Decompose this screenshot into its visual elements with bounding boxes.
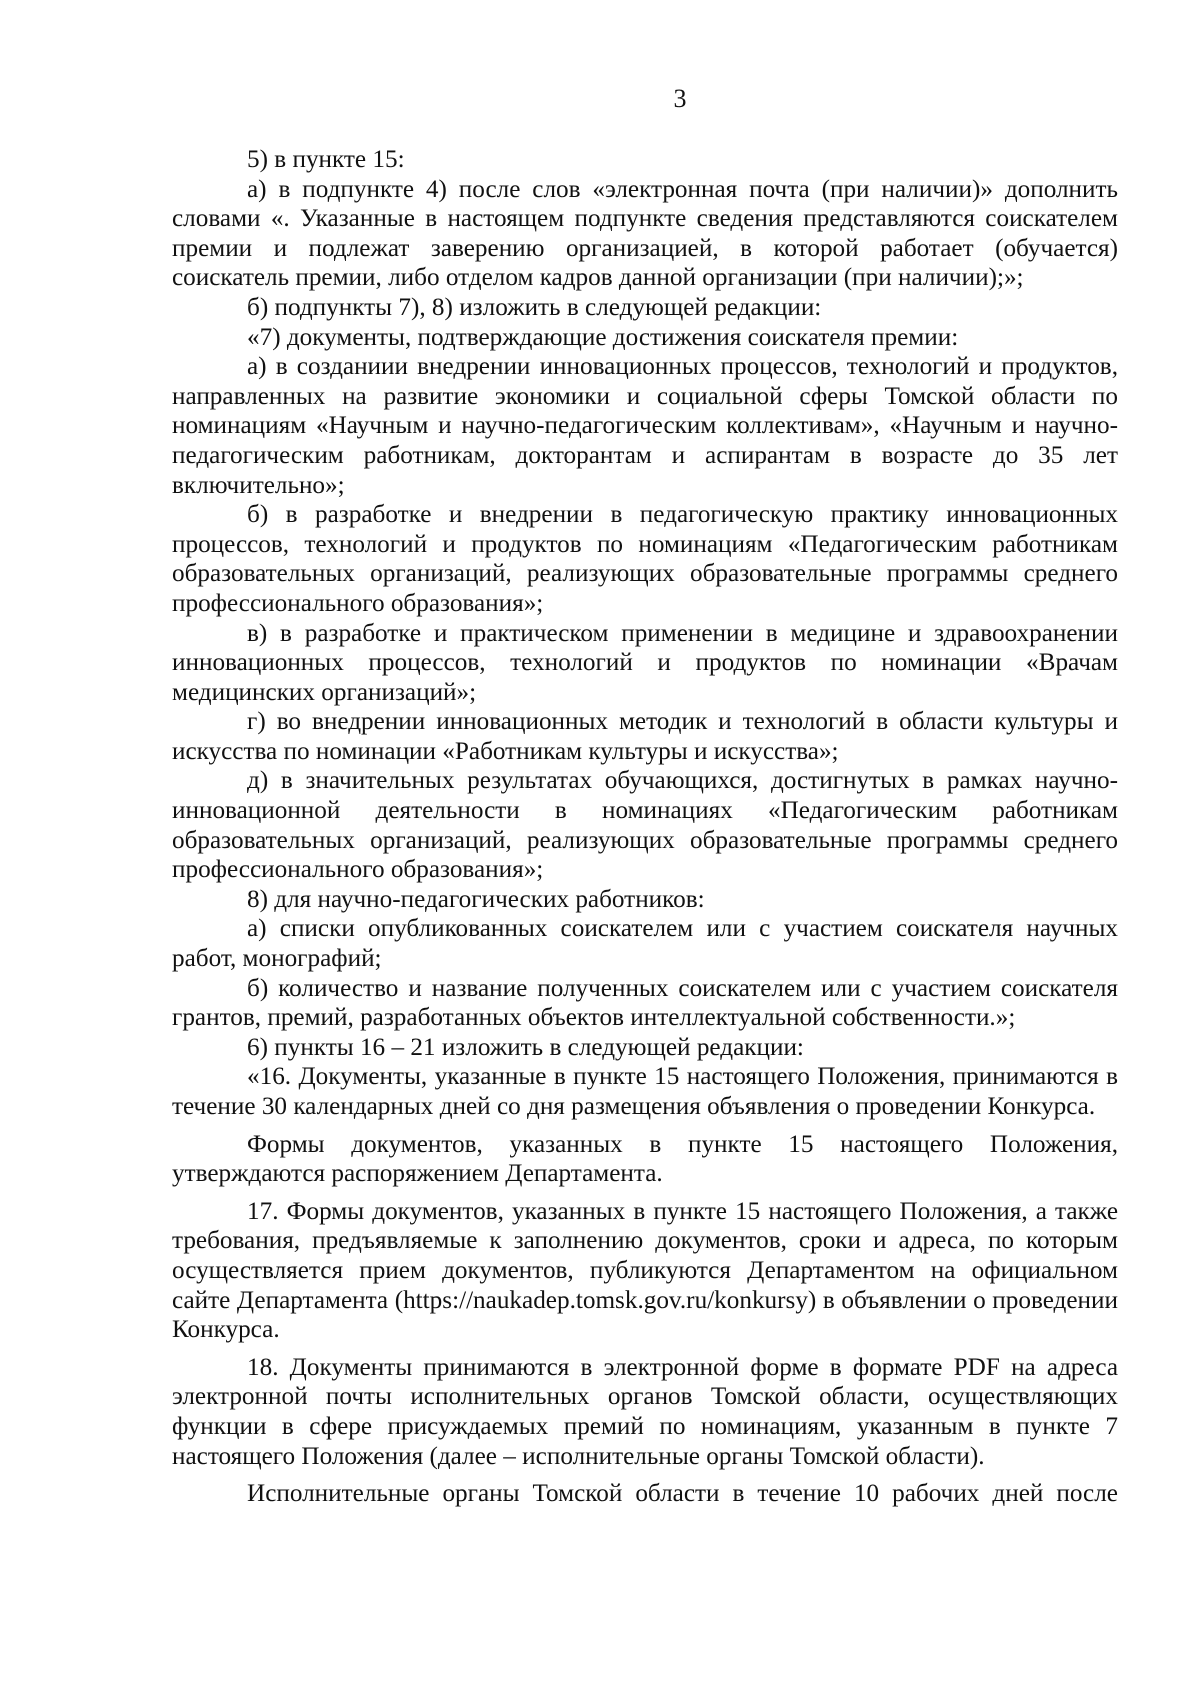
paragraph-subitem-b-edit: б) подпункты 7), 8) изложить в следующей редакции: — [247, 293, 822, 321]
paragraph-item-5: 5) в пункте 15: — [247, 146, 405, 173]
paragraph-achievement-a: а) в созданиии внедрении инновационных процессов, технологий и продуктов, направленных на развитие экономики и социальной сферы Томской области по номинациям «Научным и научно-педагогическим коллективам», «Научным и научно-педагогическим работникам, докторантам и аспирантам в возрасте до 35 лет включительно»; — [172, 353, 1118, 499]
paragraph-achievement-v: в) в разработке и практическом применении в медицине и здравоохранении инновационных процессов, технологий и продуктов по номинации «Врачам медицинских организаций»; — [172, 619, 1118, 706]
paragraph-item-6-points: 6) пункты 16 – 21 изложить в следующей редакции: — [247, 1033, 804, 1061]
paragraph-executive-bodies: Исполнительные органы Томской области в течение 10 рабочих дней после — [247, 1480, 1118, 1508]
paragraph-staff-a: а) списки опубликованных соискателем или с участием соискателя научных работ, монографий; — [172, 915, 1118, 973]
paragraph-point-17: 17. Формы документов, указанных в пункте 15 настоящего Положения, а также требования, предъявляемые к заполнению документов, сроки и адреса, по которым осуществляется прием документов, публикуются Департаментом на официальном сайте Департамента (https://naukadep.tomsk.gov.ru/konkursy) в объявлении о проведении Конкурса. — [172, 1197, 1118, 1344]
paragraph-point-18: 18. Документы принимаются в электронной форме в формате PDF на адреса электронной почты исполнительных органов Томской области, осуществляющих функции в сфере присуждаемых премий по номинациям, указанным в пункте 7 настоящего Положения (далее – исполнительные органы Томской области). — [172, 1353, 1118, 1470]
paragraph-subitem-a-email: а) в подпункте 4) после слов «электронная почта (при наличии)» дополнить словами «. Указанные в настоящем подпункте сведения представляются соискателем премии и подлежат заверению организацией, в которой работает (обучается) соискатель премии, либо отделом кадров данной организации (при наличии);»; — [172, 175, 1118, 292]
paragraph-point-16-forms: Формы документов, указанных в пункте 15 настоящего Положения, утверждаются распоряжением Департамента. — [172, 1130, 1118, 1188]
paragraph-achievement-b: б) в разработке и внедрении в педагогическую практику инновационных процессов, технологий и продуктов по номинациям «Педагогическим работникам образовательных организаций, реализующих образовательные программы среднего профессионального образования»; — [172, 501, 1118, 617]
page-number: 3 — [673, 84, 687, 113]
paragraph-achievement-d: д) в значительных результатах обучающихся, достигнутых в рамках научно-инновационной деятельности в номинациях «Педагогическим работникам образовательных организаций, реализующих образовательные программы среднего профессионального образования»; — [172, 767, 1118, 884]
document-body — [172, 145, 1118, 1509]
paragraph-item-7-documents: «7) документы, подтверждающие достижения соискателя премии: — [247, 323, 959, 351]
paragraph-point-16: «16. Документы, указанные в пункте 15 настоящего Положения, принимаются в течение 30 календарных дней со дня размещения объявления о проведении Конкурса. — [172, 1063, 1118, 1120]
paragraph-staff-b: б) количество и название полученных соискателем или с участием соискателя грантов, премий, разработанных объектов интеллектуальной собственности.»; — [172, 974, 1118, 1032]
paragraph-achievement-g: г) во внедрении инновационных методик и технологий в области культуры и искусства по номинации «Работникам культуры и искусства»; — [172, 708, 1118, 765]
paragraph-item-8-staff: 8) для научно-педагогических работников: — [247, 885, 705, 913]
